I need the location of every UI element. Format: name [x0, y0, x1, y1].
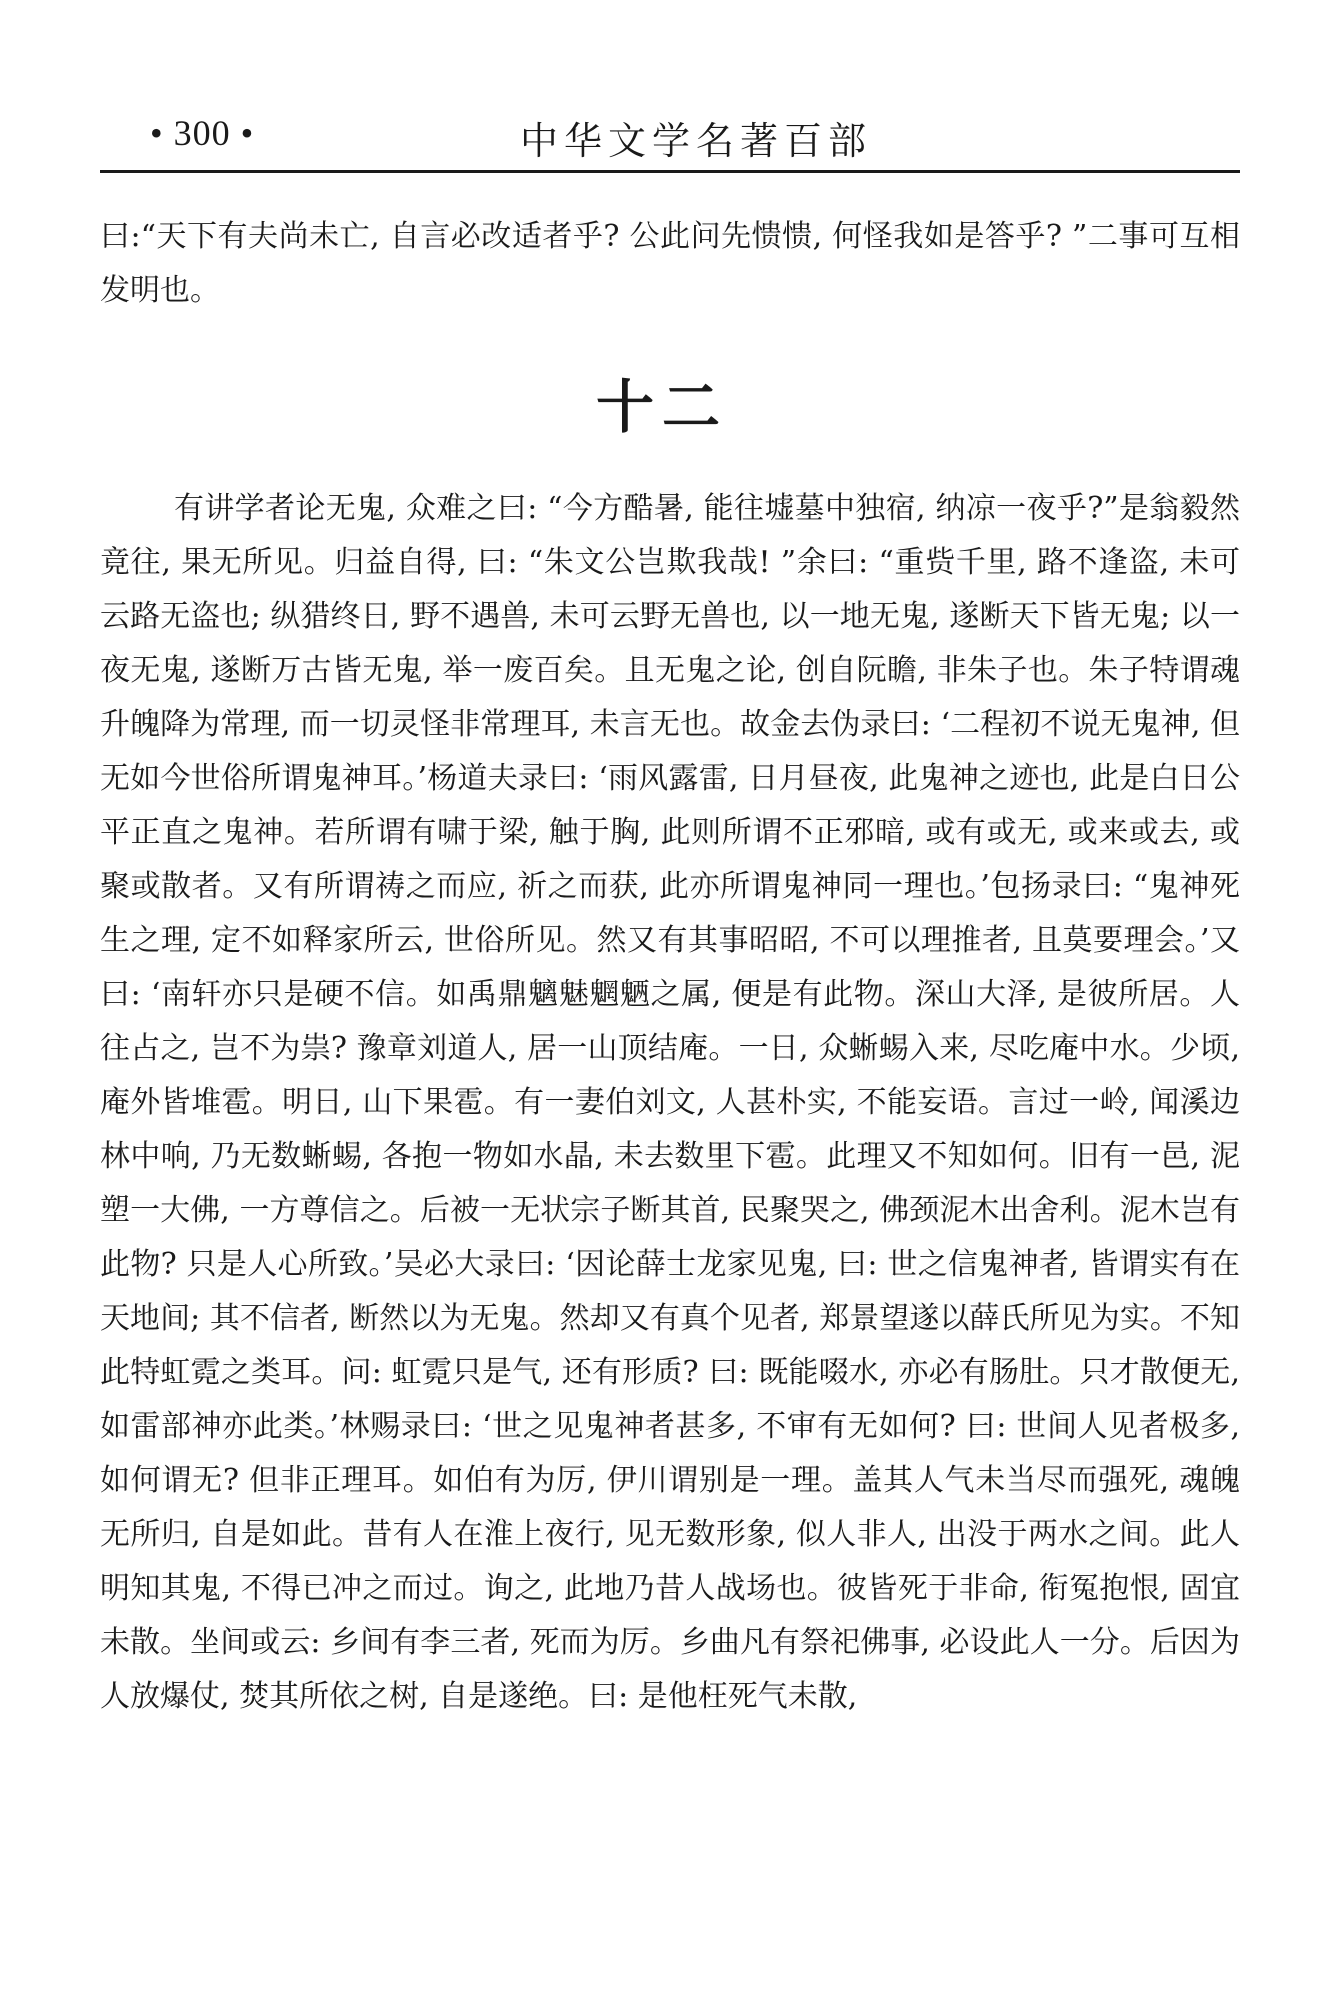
- continued-paragraph: 曰:“天下有夫尚未亡, 自言必改适者乎? 公此问先愦愦, 何怪我如是答乎? ”二事可互相发明也。: [100, 219, 1240, 308]
- header-rule: [100, 170, 1240, 173]
- running-title: 中华文学名著百部: [520, 119, 873, 163]
- page-header: [100, 108, 1240, 168]
- section-heading: 十二: [595, 373, 728, 441]
- page-number: • 300 •: [150, 113, 255, 153]
- main-paragraph: 有讲学者论无鬼, 众难之曰: “今方酷暑, 能往墟墓中独宿, 纳凉一夜乎?”是翁毅然竟往, 果无所见。归益自得, 曰: “朱文公岂欺我哉! ”余曰: “重赀千里, 路不逢盗, 未可云路无盗也; 纵猎终日, 野不遇兽, 未可云野无兽也, 以一地无鬼, 遂断天下皆无鬼; 以一夜无鬼, 遂断万古皆无鬼, 举一废百矣。且无鬼之论, 创自阮瞻, 非朱子也。朱子特谓魂升魄降为常理, 而一切灵怪非常理耳, 未言无也。故金去伪录曰: ‘二程初不说无鬼神, 但无如今世俗所谓鬼神耳。’杨道夫录曰: ‘雨风露雷, 日月昼夜, 此鬼神之迹也, 此是白日公平正直之鬼神。若所谓有啸于梁, 触于胸, 此则所谓不正邪暗, 或有或无, 或来或去, 或聚或散者。又有所谓祷之而应, 祈之而获, 此亦所谓鬼神同一理也。’包扬录曰: “鬼神死生之理, 定不如释家所云, 世俗所见。然又有其事昭昭, 不可以理推者, 且莫要理会。’又曰: ‘南轩亦只是硬不信。如禹鼎魑魅魍魉之属, 便是有此物。深山大泽, 是彼所居。人往占之, 岂不为祟? 豫章刘道人, 居一山顶结庵。一日, 众蜥蜴入来, 尽吃庵中水。少顷, 庵外皆堆雹。明日, 山下果雹。有一妻伯刘文, 人甚朴实, 不能妄语。言过一岭, 闻溪边林中响, 乃无数蜥蜴, 各抱一物如水晶, 未去数里下雹。此理又不知如何。旧有一邑, 泥塑一大佛, 一方尊信之。后被一无状宗子断其首, 民聚哭之, 佛颈泥木出舍利。泥木岂有此物? 只是人心所致。’吴必大录曰: ‘因论薛士龙家见鬼, 曰: 世之信鬼神者, 皆谓实有在天地间; 其不信者, 断然以为无鬼。然却又有真个见者, 郑景望遂以薛氏所见为实。不知此特虹霓之类耳。问: 虹霓只是气, 还有形质? 曰: 既能啜水, 亦必有肠肚。只才散便无, 如雷部神亦此类。’林赐录曰: ‘世之见鬼神者甚多, 不审有无如何? 曰: 世间人见者极多, 如何谓无? 但非正理耳。如伯有为厉, 伊川谓别是一理。盖其人气未当尽而强死, 魂魄无所归, 自是如此。昔有人在淮上夜行, 见无数形象, 似人非人, 出没于两水之间。此人明知其鬼, 不得已冲之而过。询之, 此地乃昔人战场也。彼皆死于非命, 衔冤抱恨, 固宜未散。坐间或云: 乡间有李三者, 死而为厉。乡曲凡有祭祀佛事, 必设此人一分。后因为人放爆仗, 焚其所依之树, 自是遂绝。曰: 是他枉死气未散,: [100, 491, 1240, 1714]
